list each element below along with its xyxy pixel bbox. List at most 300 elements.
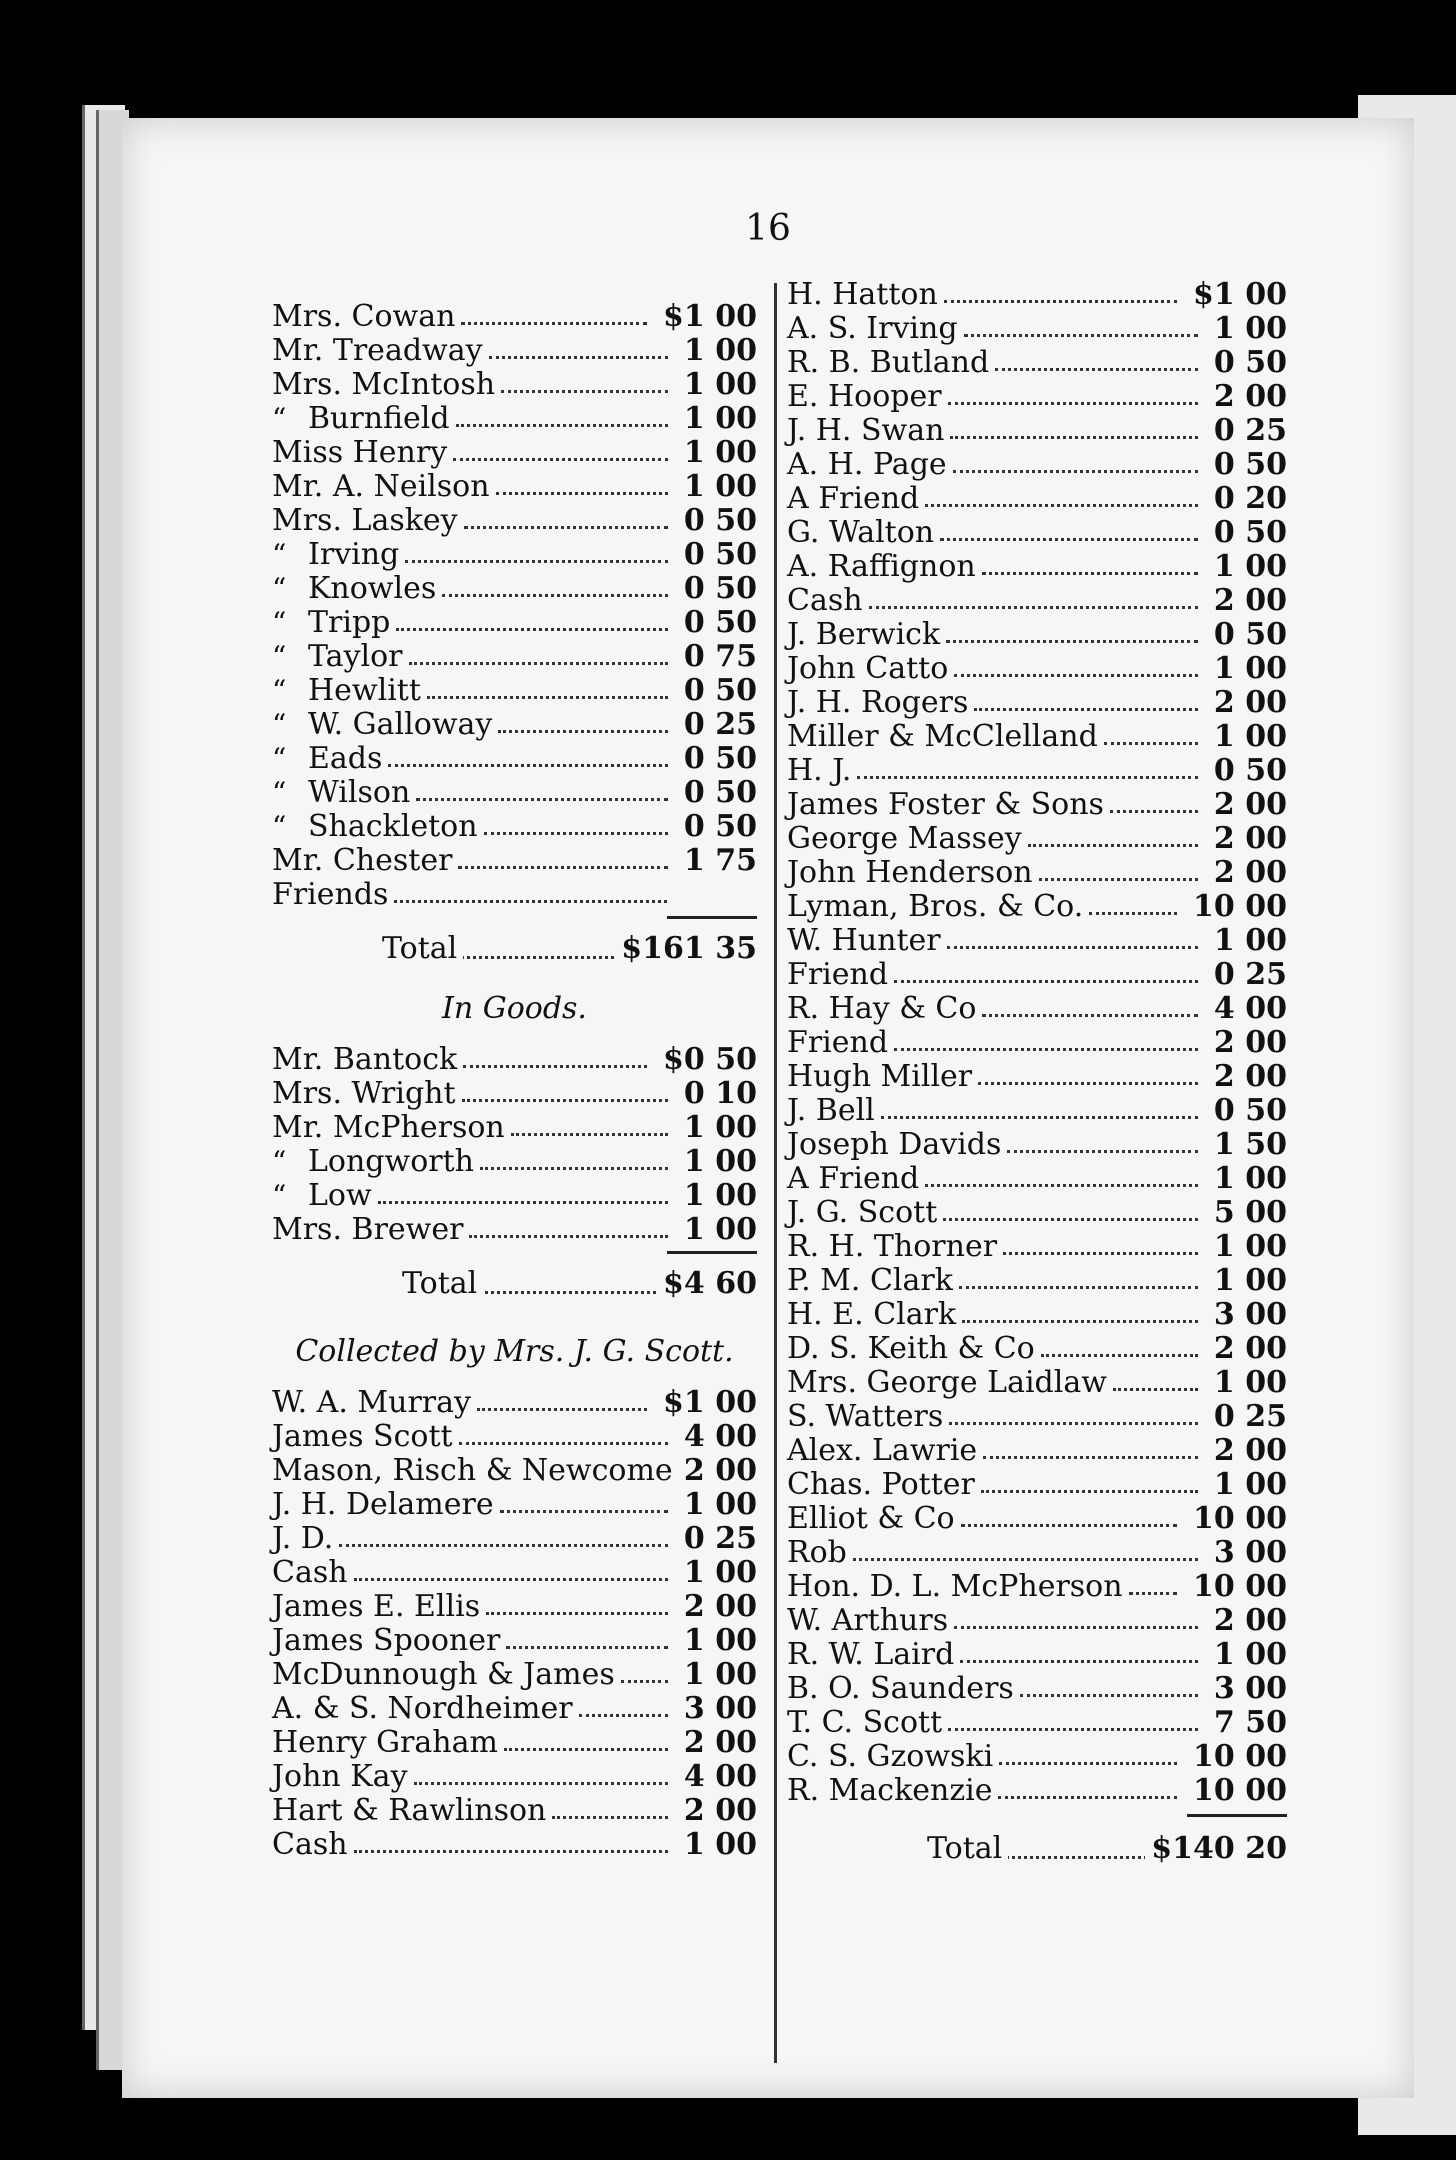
donation-amount: $1 00	[657, 1386, 757, 1420]
donation-amount: 1 00	[1208, 720, 1287, 754]
donor-name: J. H. Delamere	[272, 1488, 500, 1522]
list-item	[272, 1590, 757, 1624]
leader-dots	[949, 1422, 1198, 1425]
ditto-mark: “	[272, 742, 287, 775]
leader-dots	[894, 1048, 1198, 1051]
donation-amount: 1 75	[678, 844, 757, 878]
donation-amount: 2 00	[1208, 686, 1287, 720]
total-amount: $140 20	[1145, 1827, 1287, 1871]
list-item	[787, 788, 1287, 822]
list-item	[787, 754, 1287, 788]
list-item	[272, 1420, 757, 1454]
list-item	[272, 334, 757, 368]
donor-name: Hugh Miller	[787, 1060, 978, 1094]
donation-amount: 0 25	[678, 1522, 757, 1556]
ditto-mark: “	[272, 402, 287, 435]
ditto-mark: “	[272, 538, 287, 571]
donation-amount: 10 00	[1187, 1502, 1287, 1536]
book-page	[122, 118, 1414, 2098]
donation-amount: 1 00	[678, 1145, 757, 1179]
donation-amount: 1 00	[1208, 1230, 1287, 1264]
donation-amount: $0 50	[657, 1043, 757, 1077]
donation-amount: 2 00	[1208, 822, 1287, 856]
donor-name: Shackleton	[308, 810, 484, 844]
list-item	[272, 1111, 757, 1145]
leader-dots	[1110, 810, 1198, 813]
donor-name: R. W. Laird	[787, 1638, 960, 1672]
donor-name: B. O. Saunders	[787, 1672, 1020, 1706]
list-item	[272, 402, 757, 436]
donor-name: Mason, Risch & Newcome	[272, 1454, 679, 1488]
donation-amount: 0 10	[678, 1077, 757, 1111]
donation-amount: 1 00	[678, 1556, 757, 1590]
total-amount: $4 60	[657, 1262, 757, 1306]
list-item	[787, 584, 1287, 618]
leader-dots	[501, 390, 668, 393]
list-item	[787, 686, 1287, 720]
list-item	[787, 1060, 1287, 1094]
donation-amount: 4 00	[1208, 992, 1287, 1026]
donor-name: Mr. Treadway	[272, 334, 489, 368]
donation-amount: 0 25	[1208, 958, 1287, 992]
leader-dots	[621, 1680, 668, 1683]
donor-name: G. Walton	[787, 516, 940, 550]
donor-name: Cash	[272, 1828, 354, 1862]
total-label: Total	[927, 1827, 1008, 1871]
donor-name: Mrs. Cowan	[272, 300, 461, 334]
donor-name: S. Watters	[787, 1400, 949, 1434]
donation-amount: 10 00	[1187, 890, 1287, 924]
donor-name: Mr. A. Neilson	[272, 470, 496, 504]
leader-dots	[987, 1856, 1167, 1859]
leader-dots	[950, 436, 1198, 439]
donation-amount: 1 00	[1208, 550, 1287, 584]
list-item	[272, 1794, 757, 1828]
leader-dots	[394, 900, 667, 903]
list-item	[787, 448, 1287, 482]
donation-amount: 5 00	[1208, 1196, 1287, 1230]
donation-amount: 0 50	[1208, 448, 1287, 482]
list-item	[272, 1522, 757, 1556]
leader-dots	[1039, 878, 1198, 881]
leader-dots	[464, 526, 668, 529]
donation-amount: 2 00	[678, 1794, 757, 1828]
list-item	[787, 1094, 1287, 1128]
donation-amount: 2 00	[1208, 380, 1287, 414]
donor-name: Elliot & Co	[787, 1502, 961, 1536]
donation-amount: 1 00	[678, 436, 757, 470]
donor-name: E. Hooper	[787, 380, 948, 414]
leader-dots	[396, 628, 668, 631]
donor-name: R. B. Butland	[787, 346, 995, 380]
list-item	[787, 1128, 1287, 1162]
leader-dots	[579, 1714, 668, 1717]
leader-dots	[1089, 912, 1177, 915]
donor-name: A. H. Page	[787, 448, 953, 482]
donor-name: Mrs. Laskey	[272, 504, 464, 538]
leader-dots	[940, 538, 1198, 541]
leader-dots	[944, 300, 1177, 303]
donation-amount: 1 00	[1208, 312, 1287, 346]
list-item	[787, 482, 1287, 516]
donor-name: James Scott	[272, 1420, 459, 1454]
right-column	[787, 278, 1287, 1871]
donor-name: R. H. Thorner	[787, 1230, 1003, 1264]
leader-dots	[982, 572, 1198, 575]
list-item	[272, 674, 757, 708]
donation-amount: 2 00	[1208, 1026, 1287, 1060]
list-item	[272, 504, 757, 538]
donation-amount: 0 20	[1208, 482, 1287, 516]
donation-amount: 1 00	[678, 1658, 757, 1692]
donation-amount: 1 00	[678, 1488, 757, 1522]
list-item	[787, 1332, 1287, 1366]
list-item	[787, 1604, 1287, 1638]
leader-dots	[469, 1235, 668, 1238]
donor-name: Mr. Chester	[272, 844, 458, 878]
donor-name: Mrs. Wright	[272, 1077, 462, 1111]
column-divider	[774, 283, 777, 2063]
donor-name: Hon. D. L. McPherson	[787, 1570, 1129, 1604]
list-item	[787, 414, 1287, 448]
list-item	[787, 924, 1287, 958]
list-item	[787, 1026, 1287, 1060]
leader-dots	[1113, 1388, 1198, 1391]
donation-amount: 1 00	[1208, 1264, 1287, 1298]
list-item	[787, 1774, 1287, 1808]
donor-name: James E. Ellis	[272, 1590, 486, 1624]
list-item	[787, 1162, 1287, 1196]
ditto-mark: “	[272, 1145, 287, 1178]
donor-name: J. G. Scott	[787, 1196, 943, 1230]
leader-dots	[416, 798, 668, 801]
leader-dots	[461, 322, 647, 325]
leader-dots	[964, 334, 1198, 337]
donation-amount: 1 00	[678, 1213, 757, 1247]
list-item	[272, 1077, 757, 1111]
total-row	[272, 1262, 757, 1306]
leader-dots	[354, 1578, 668, 1581]
leader-dots	[995, 368, 1198, 371]
donation-amount: 3 00	[1208, 1536, 1287, 1570]
list-item	[787, 1196, 1287, 1230]
leader-dots	[978, 1082, 1198, 1085]
donation-amount: 1 50	[1208, 1128, 1287, 1162]
list-item	[272, 1043, 757, 1077]
leader-dots	[943, 1218, 1198, 1221]
list-item	[272, 606, 757, 640]
donor-name: T. C. Scott	[787, 1706, 948, 1740]
collected-heading: Collected by Mrs. J. G. Scott.	[295, 1334, 734, 1369]
donor-name: Eads	[308, 742, 388, 776]
donation-amount: 0 50	[678, 572, 757, 606]
ditto-mark: “	[272, 776, 287, 809]
left-column	[272, 300, 757, 1862]
leader-dots	[552, 1816, 668, 1819]
donor-name: R. Mackenzie	[787, 1774, 998, 1808]
list-item	[787, 1264, 1287, 1298]
donor-name: Rob	[787, 1536, 853, 1570]
donor-name: H. E. Clark	[787, 1298, 962, 1332]
donation-amount: 1 00	[678, 1111, 757, 1145]
donor-name: R. Hay & Co	[787, 992, 982, 1026]
leader-dots	[442, 594, 668, 597]
donor-name: George Massey	[787, 822, 1028, 856]
list-item	[787, 1706, 1287, 1740]
list-item	[787, 550, 1287, 584]
leader-dots	[1007, 1150, 1198, 1153]
donation-amount: 0 50	[678, 504, 757, 538]
donor-name: Miller & McClelland	[787, 720, 1104, 754]
leader-dots	[414, 1782, 668, 1785]
ditto-mark: “	[272, 572, 287, 605]
donor-name: Friend	[787, 958, 894, 992]
leader-dots	[954, 674, 1198, 677]
list-item	[272, 436, 757, 470]
donor-name: A. Raffignon	[787, 550, 982, 584]
list-item	[787, 346, 1287, 380]
donation-amount: 3 00	[678, 1692, 757, 1726]
list-item	[787, 516, 1287, 550]
donor-name: Friend	[787, 1026, 894, 1060]
total-amount: $161 35	[615, 927, 757, 971]
ditto-mark: “	[272, 810, 287, 843]
donation-amount: 3 00	[1208, 1672, 1287, 1706]
donor-name: Alex. Lawrie	[787, 1434, 983, 1468]
list-item	[272, 640, 757, 674]
donor-name: John Henderson	[787, 856, 1039, 890]
total-rule	[1187, 1814, 1287, 1817]
leader-dots	[946, 640, 1198, 643]
list-item	[787, 1366, 1287, 1400]
list-item	[787, 720, 1287, 754]
donation-amount: 1 00	[678, 334, 757, 368]
leader-dots	[511, 1133, 668, 1136]
total-rule	[667, 1251, 757, 1254]
donor-name: C. S. Gzowski	[787, 1740, 999, 1774]
leader-dots	[1028, 844, 1198, 847]
leader-dots	[960, 1660, 1198, 1663]
leader-dots	[462, 1291, 667, 1294]
list-item	[787, 278, 1287, 312]
list-item	[787, 312, 1287, 346]
donation-amount: 0 50	[1208, 754, 1287, 788]
ditto-mark: “	[272, 640, 287, 673]
donor-name: Cash	[272, 1556, 354, 1590]
leader-dots	[339, 1544, 668, 1547]
donor-name: Wilson	[308, 776, 416, 810]
donor-name: Knowles	[308, 572, 442, 606]
donation-amount: 1 00	[1208, 1468, 1287, 1502]
donor-name: John Kay	[272, 1760, 414, 1794]
donation-amount: 0 50	[678, 538, 757, 572]
list-item	[272, 844, 757, 878]
donation-amount: 1 00	[678, 1624, 757, 1658]
leader-dots	[925, 504, 1198, 507]
donation-amount: $1 00	[1187, 278, 1287, 312]
donation-amount: 1 00	[1208, 1162, 1287, 1196]
list-item	[272, 538, 757, 572]
list-item	[787, 958, 1287, 992]
donation-amount: 1 00	[678, 1828, 757, 1862]
donor-name: J. Bell	[787, 1094, 881, 1128]
donor-name: Low	[308, 1179, 378, 1213]
total-row	[272, 927, 757, 971]
donor-name: Lyman, Bros. & Co.	[787, 890, 1089, 924]
leader-dots	[500, 1510, 668, 1513]
donor-name: D. S. Keith & Co	[787, 1332, 1041, 1366]
leader-dots	[998, 1796, 1177, 1799]
donation-amount: 0 50	[678, 810, 757, 844]
donation-amount: 1 00	[678, 1179, 757, 1213]
leader-dots	[378, 1201, 668, 1204]
leader-dots	[1129, 1592, 1177, 1595]
donation-amount: 1 00	[1208, 652, 1287, 686]
leader-dots	[961, 1524, 1177, 1527]
donation-amount: 10 00	[1187, 1570, 1287, 1604]
donor-name: W. A. Murray	[272, 1386, 477, 1420]
list-item	[787, 992, 1287, 1026]
leader-dots	[1020, 1694, 1198, 1697]
list-item	[272, 300, 757, 334]
list-item	[272, 1658, 757, 1692]
list-item	[787, 1502, 1287, 1536]
donation-amount: $1 00	[657, 300, 757, 334]
donation-amount: 1 00	[1208, 1638, 1287, 1672]
leader-dots	[959, 1286, 1198, 1289]
donation-amount: 4 00	[678, 1760, 757, 1794]
list-item	[272, 368, 757, 402]
donor-name: A Friend	[787, 1162, 925, 1196]
donation-amount: 0 50	[1208, 516, 1287, 550]
page-number: 16	[745, 208, 791, 249]
donor-name: H. J.	[787, 754, 857, 788]
donation-amount: 1 00	[1208, 1366, 1287, 1400]
donor-name: Cash	[787, 584, 869, 618]
list-item	[272, 1760, 757, 1794]
donor-name: Chas. Potter	[787, 1468, 981, 1502]
list-item	[787, 652, 1287, 686]
leader-dots	[458, 866, 668, 869]
leader-dots	[982, 1014, 1198, 1017]
leader-dots	[881, 1116, 1198, 1119]
list-item	[272, 1488, 757, 1522]
donation-amount: 2 00	[1208, 1604, 1287, 1638]
donation-amount: 0 75	[678, 640, 757, 674]
list-item	[272, 1692, 757, 1726]
donor-name: McDunnough & James	[272, 1658, 621, 1692]
list-item	[272, 1624, 757, 1658]
leader-dots	[1003, 1252, 1198, 1255]
leader-dots	[953, 470, 1198, 473]
list-item	[787, 890, 1287, 924]
leader-dots	[477, 1408, 647, 1411]
leader-dots	[894, 980, 1198, 983]
leader-dots	[453, 458, 668, 461]
leader-dots	[1104, 742, 1198, 745]
leader-dots	[456, 424, 668, 427]
goods-heading: In Goods.	[442, 991, 587, 1026]
list-item	[787, 1434, 1287, 1468]
donation-amount: 2 00	[1208, 788, 1287, 822]
total-label: Total	[382, 927, 463, 971]
donor-name: Hart & Rawlinson	[272, 1794, 552, 1828]
total-label: Total	[402, 1262, 483, 1306]
donor-name: Mrs. George Laidlaw	[787, 1366, 1113, 1400]
donor-name: Taylor	[308, 640, 409, 674]
leader-dots	[962, 1320, 1198, 1323]
list-item	[787, 1638, 1287, 1672]
leader-dots	[484, 832, 668, 835]
donation-amount: 1 00	[678, 470, 757, 504]
list-item	[272, 572, 757, 606]
donor-name: Hewlitt	[308, 674, 427, 708]
donation-amount: 2 00	[678, 1726, 757, 1760]
leader-dots	[947, 946, 1198, 949]
donation-amount: 0 25	[1208, 414, 1287, 448]
leader-dots	[1041, 1354, 1198, 1357]
leader-dots	[463, 1065, 647, 1068]
donor-name: P. M. Clark	[787, 1264, 959, 1298]
leader-dots	[409, 662, 668, 665]
donor-name: Mr. McPherson	[272, 1111, 511, 1145]
leader-dots	[869, 606, 1198, 609]
list-item	[272, 742, 757, 776]
leader-dots	[974, 708, 1198, 711]
donation-amount: 2 00	[678, 1590, 757, 1624]
donor-name: A. & S. Nordheimer	[272, 1692, 579, 1726]
ditto-mark: “	[272, 674, 287, 707]
donor-name: J. H. Rogers	[787, 686, 974, 720]
donor-name: Mrs. McIntosh	[272, 368, 501, 402]
list-item	[787, 380, 1287, 414]
leader-dots	[853, 1558, 1198, 1561]
donor-name: Mrs. Brewer	[272, 1213, 469, 1247]
leader-dots	[857, 776, 1198, 779]
donation-amount: 0 50	[678, 606, 757, 640]
donor-name: Miss Henry	[272, 436, 453, 470]
list-item	[787, 1570, 1287, 1604]
donor-name: J. Berwick	[787, 618, 946, 652]
list-item	[787, 1298, 1287, 1332]
donor-name: A. S. Irving	[787, 312, 964, 346]
donation-amount: 1 00	[678, 402, 757, 436]
donation-amount: 10 00	[1187, 1740, 1287, 1774]
total-row	[787, 1827, 1287, 1871]
list-item	[787, 1230, 1287, 1264]
leader-dots	[354, 1850, 668, 1853]
donor-name: J. D.	[272, 1522, 339, 1556]
donation-amount: 2 00	[1208, 1060, 1287, 1094]
donation-amount: 0 50	[678, 776, 757, 810]
donor-name: W. Arthurs	[787, 1604, 954, 1638]
list-item	[272, 1556, 757, 1590]
list-item	[787, 1468, 1287, 1502]
donation-amount: 1 00	[678, 368, 757, 402]
list-item	[787, 618, 1287, 652]
donor-name: Henry Graham	[272, 1726, 504, 1760]
donation-amount: 0 50	[1208, 346, 1287, 380]
donation-amount: 0 50	[678, 674, 757, 708]
leader-dots	[480, 1167, 668, 1170]
leader-dots	[498, 730, 668, 733]
list-item	[272, 708, 757, 742]
list-item	[272, 1145, 757, 1179]
donation-amount: 2 00	[1208, 1332, 1287, 1366]
leader-dots	[462, 1099, 668, 1102]
donation-amount: 3 00	[1208, 1298, 1287, 1332]
leader-dots	[496, 492, 668, 495]
